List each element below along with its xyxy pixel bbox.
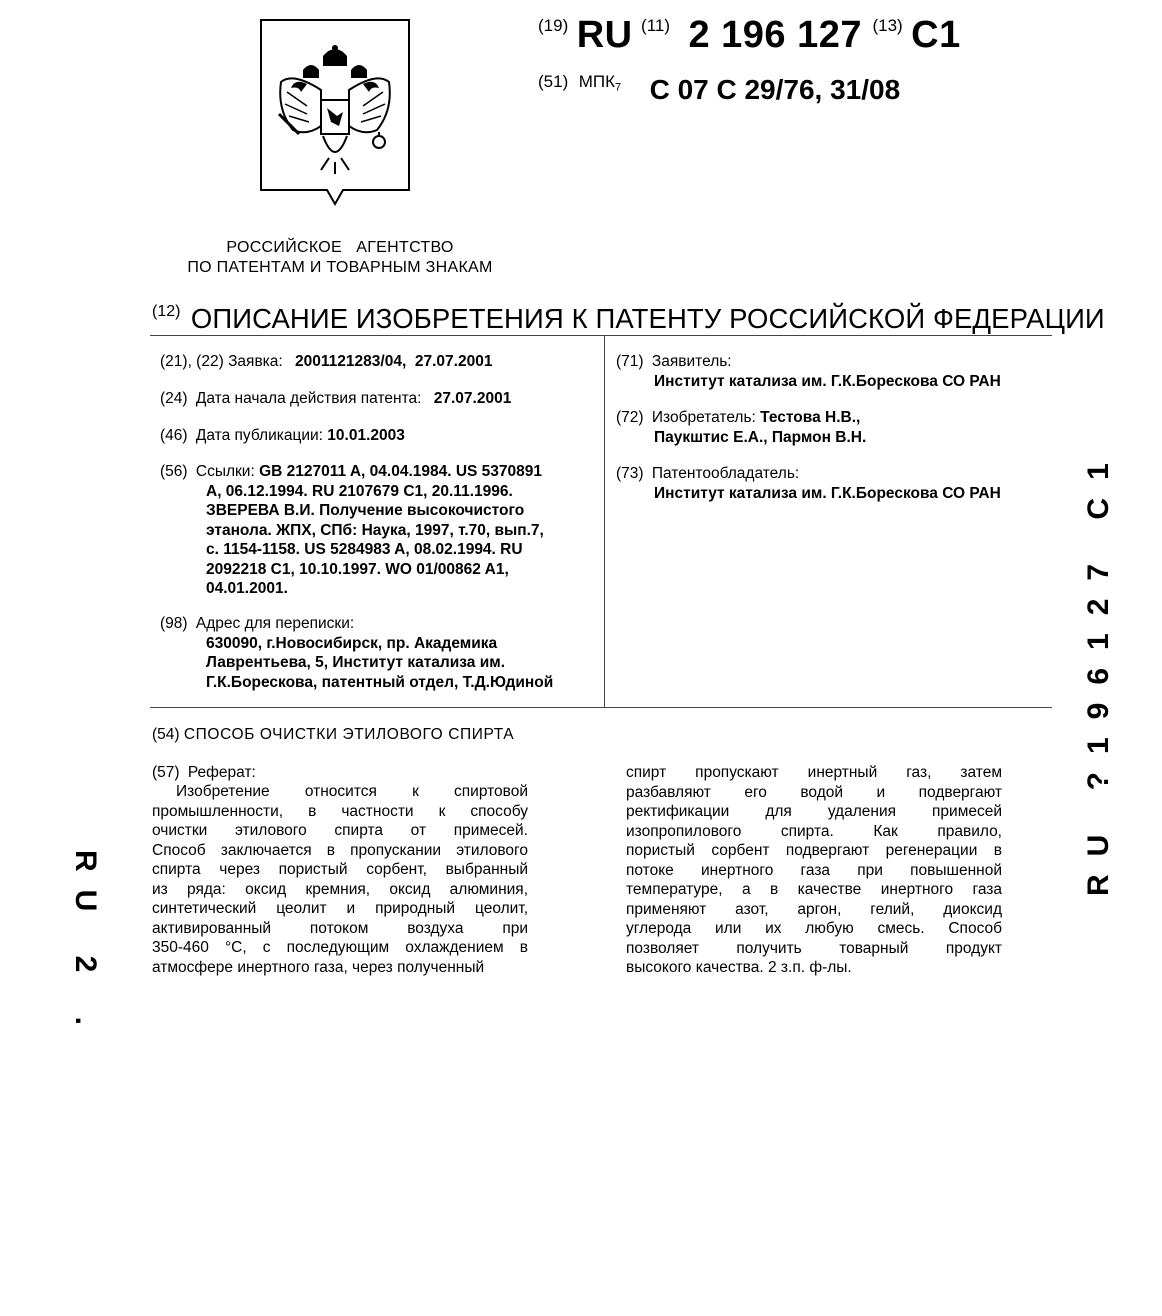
abstract-line: температуре, а в качестве инертного газа (626, 881, 1002, 898)
publication-inid: (46) (160, 427, 188, 444)
references-inid: (56) (160, 463, 188, 480)
agency-line-1: РОССИЙСКОЕ АГЕНТСТВО (226, 239, 454, 256)
country-code: RU (576, 14, 633, 56)
column-divider (604, 336, 605, 707)
address-line: 630090, г.Новосибирск, пр. Академика (206, 634, 498, 652)
abstract-inid: (57) (152, 764, 180, 781)
abstract-line: потоке инертного газа при повышенной (626, 861, 1002, 879)
ipc-inid: (51) (538, 72, 569, 91)
abstract-column-2 (626, 763, 1002, 978)
references-line: 04.01.2001. (206, 580, 288, 597)
start-date-inid: (24) (160, 390, 188, 407)
title-inid: (12) (152, 303, 181, 320)
abstract-line: атмосфере инертного газа, через полученный (152, 958, 485, 976)
ipc-label: МПК (578, 72, 615, 91)
patent-number: 2 196 127 (688, 14, 863, 56)
abstract-line: углерода или их любую смесь. Способ (626, 920, 1002, 937)
field-references (160, 462, 544, 599)
abstract-line: промышленности, в частности к способу (152, 802, 528, 820)
field-application (160, 352, 492, 372)
application-value: 2001121283/04, 27.07.2001 (295, 353, 493, 370)
address-line: Г.К.Борескова, патентный отдел, Т.Д.Юдиной (206, 673, 554, 691)
address-label: Адрес для переписки: (195, 615, 355, 632)
field-owner (616, 464, 1001, 503)
abstract-line: применяют азот, аргон, гелий, диоксид (626, 900, 1002, 918)
applicant-inid: (71) (616, 353, 644, 370)
references-line: этанола. ЖПХ, СПб: Наука, 1997, т.70, вып.7, (206, 521, 544, 539)
abstract-line: спирта через пористый сорбент, выбранный (152, 861, 528, 878)
abstract-line: ректификации для удаления примесей (626, 803, 1002, 820)
abstract-line: разбавляют его водой и подвергают (626, 783, 1002, 801)
document-title (152, 303, 1105, 335)
abstract-line: Способ заключается в пропускании этилового (152, 841, 528, 859)
kind-code: C1 (911, 14, 961, 56)
ipc-classification (538, 72, 900, 104)
inventor-value-line-2: Паукштис Е.А., Пармон В.Н. (654, 428, 867, 446)
patent-number-inid: (11) (641, 16, 671, 35)
top-divider (150, 335, 1052, 336)
agency-line-2: ПО ПАТЕНТАМ И ТОВАРНЫМ ЗНАКАМ (187, 259, 493, 276)
kind-code-inid: (13) (872, 16, 903, 35)
references-line: GB 2127011 A, 04.04.1984. US 5370891 (259, 463, 543, 480)
owner-label: Патентообладатель: (651, 465, 800, 482)
ipc-edition: 7 (614, 81, 622, 94)
inventor-inid: (72) (616, 409, 644, 426)
abstract-line: активированный потоком воздуха при (152, 919, 528, 937)
references-label: Ссылки: (195, 463, 255, 480)
abstract-line: изопропилового спирта. Как правило, (626, 822, 1002, 840)
invention-title (152, 725, 514, 745)
owner-value: Институт катализа им. Г.К.Борескова СО РАН (654, 484, 1001, 502)
abstract-line: 350-460 °C, с последующим охлаждением в (152, 939, 528, 956)
abstract-line: синтетический цеолит и природный цеолит, (152, 900, 528, 917)
field-applicant (616, 352, 1001, 391)
field-start-date (160, 389, 511, 409)
title-text: ОПИСАНИЕ ИЗОБРЕТЕНИЯ К ПАТЕНТУ РОССИЙСКОЙ ФЕДЕРАЦИИ (190, 303, 1105, 334)
application-label: Заявка: (228, 353, 283, 370)
references-line: ЗВЕРЕВА В.И. Получение высокочистого (206, 502, 525, 519)
references-line: A, 06.12.1994. RU 2107679 C1, 20.11.1996. (206, 482, 513, 500)
coat-of-arms-emblem (259, 18, 411, 206)
abstract-line: позволяет получить товарный продукт (626, 939, 1002, 957)
russian-coat-of-arms-icon (259, 18, 411, 206)
abstract-column-1 (152, 782, 528, 977)
references-line: с. 1154-1158. US 5284983 A, 08.02.1994. RU (206, 541, 523, 558)
start-date-value: 27.07.2001 (433, 390, 512, 407)
inventor-value-line-1: Тестова Н.В., (760, 409, 861, 426)
address-line: Лаврентьева, 5, Институт катализа им. (206, 654, 506, 671)
invention-name: СПОСОБ ОЧИСТКИ ЭТИЛОВОГО СПИРТА (183, 726, 515, 743)
applicant-label: Заявитель: (651, 353, 732, 370)
abstract-line: пористый сорбент подвергают регенерации в (626, 842, 1002, 859)
publication-label: Дата публикации: (195, 427, 323, 444)
field-inventor (616, 408, 866, 447)
address-inid: (98) (160, 615, 188, 632)
publication-value: 10.01.2003 (327, 427, 405, 444)
application-inid: (21), (22) (160, 353, 224, 370)
agency-name (160, 238, 520, 278)
inventor-label: Изобретатель: (651, 409, 756, 426)
start-date-label: Дата начала действия патента: (195, 390, 422, 407)
abstract-line: Изобретение относится к спиртовой (176, 783, 528, 800)
left-vertical-patent-number: RU 2 . (69, 850, 102, 1044)
ipc-classes: C 07 C 29/76, 31/08 (649, 74, 901, 105)
abstract-line: очистки этилового спирта от примесей. (152, 822, 528, 839)
abstract-heading (152, 763, 256, 783)
applicant-value: Институт катализа им. Г.К.Борескова СО РАН (654, 372, 1001, 390)
right-vertical-patent-number: RU ?196127 C1 (1082, 445, 1115, 896)
abstract-line: из ряда: оксид кремния, оксид алюминия, (152, 880, 528, 898)
right-side-mark (1082, 445, 1122, 1316)
patent-code-line (538, 14, 961, 57)
references-line: 2092218 C1, 10.10.1997. WO 01/00862 A1, (206, 560, 509, 578)
field-address (160, 614, 553, 692)
owner-inid: (73) (616, 465, 644, 482)
bottom-divider (150, 707, 1052, 708)
left-side-mark (68, 850, 108, 1044)
invention-inid: (54) (152, 726, 180, 743)
abstract-line: спирт пропускают инертный газ, затем (626, 764, 1002, 781)
abstract-line: высокого качества. 2 з.п. ф-лы. (626, 959, 852, 976)
field-publication (160, 426, 405, 446)
country-code-inid: (19) (538, 16, 569, 35)
abstract-label: Реферат: (187, 764, 256, 781)
